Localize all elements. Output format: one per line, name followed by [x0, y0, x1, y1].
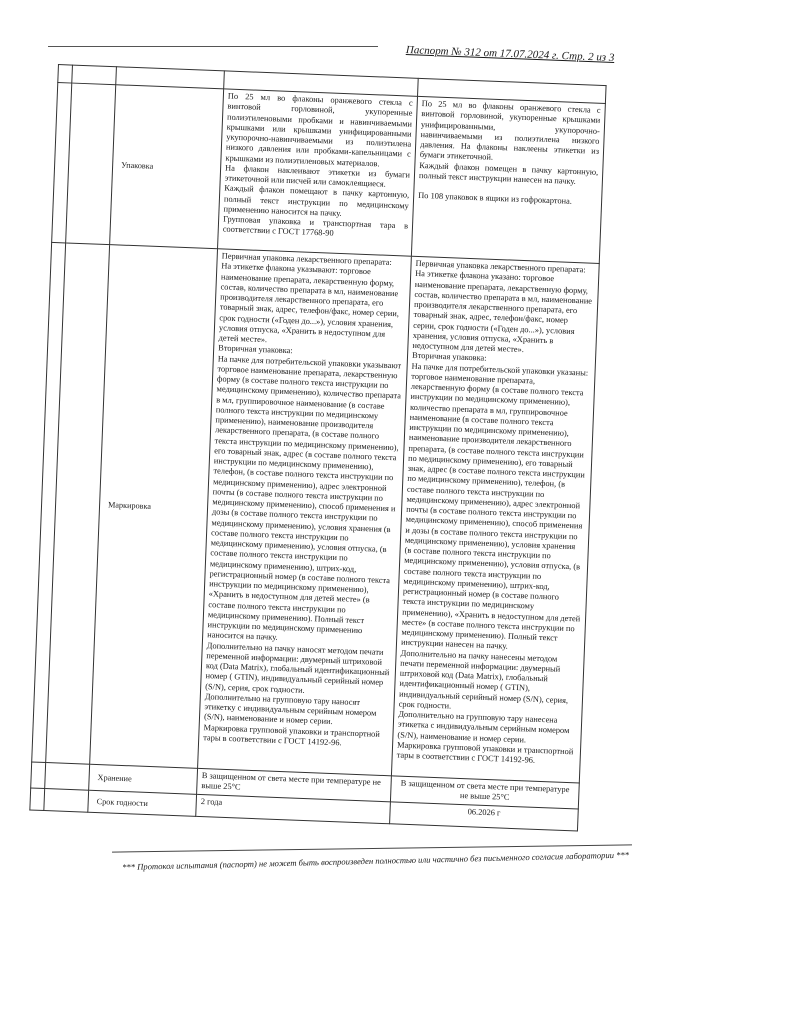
- table-cell: [45, 763, 90, 791]
- result-cell: 06.2026 г: [390, 802, 579, 831]
- requirement-cell: 2 года: [196, 794, 391, 823]
- row-label: Хранение: [89, 764, 198, 794]
- page-header: Паспорт № 312 от 17.07.2024 г. Стр. 2 из 3: [406, 43, 615, 64]
- spec-table-wrapper: [28, 64, 605, 854]
- table-row: [52, 83, 606, 264]
- table-cell: [44, 789, 89, 813]
- row-label: Упаковка: [110, 85, 224, 249]
- row-label: Маркировка: [90, 245, 218, 769]
- requirement-cell: По 25 мл во флаконы оранжевого стекла с винтовой горловиной, укупоренные полиэтиленовыми пробками и навинчиваемыми крышками или крышками унифицированными укупорочно-навинчиваемыми из полиэтилена низкого давления или пробками-капельницами с крышками из полиэтиленовых материалов. На флакон наклеивают этикетки из бумаги этикеточной или писчей или самоклеящиеся. Каждый флакон помещают в пачку картонную, полный текст инструкции по медицинскому применению наносится на пачку. Групповая упаковка и транспортная тара в соответствии с ГОСТ 17768-90: [218, 89, 418, 256]
- table-cell: [58, 65, 73, 84]
- row-label: Срок годности: [88, 790, 197, 816]
- footer-note: *** Протокол испытания (паспорт) не может быть воспроизведен полностью или частично без письменного согласия лаборатории ***: [122, 849, 630, 872]
- table-row: [32, 242, 600, 783]
- table-cell: [66, 83, 116, 245]
- requirement-cell: В защищенном от света месте при температуре не выше 25°С: [197, 768, 392, 801]
- result-cell: По 25 мл во флаконы оранжевого стекла с винтовой горловиной, укупоренные крышками унифицированными, укупорочно-навинчиваемыми из полиэтилена низкого давления. На флаконы наклеены этикетки из бумаги этикеточной. Каждый флакон помещен в пачку картонную, полный текст инструкции нанесен на пачку. По 108 упаковок в ящики из гофрокартона.: [411, 96, 605, 263]
- result-cell: Первичная упаковка лекарственного препарата: На этикетке флакона указано: торговое наименование препарата, лекарственную форму, состав, количество препарата в мл, наименование производителя лекарственного препарата, его товарный знак, адрес, телефон/факс, номер серии, срок годности («Годен до...»), условия хранения, условия отпуска, «Хранить в недоступном для детей месте». Вторичная упаковка: На пачке для потребительской упаковки указаны: торговое наименование препарата, лекарственную форму (в составе полного текста инструкции по медицинскому применению), количество препарата в мл, группировочное наименование (в составе полного текста инструкции по медицинскому применению), наименование производителя лекарственного препарата, (в составе полного текста инструкции по медицинскому применению), его товарный знак, адрес (в составе полного текста инструкции по медицинскому применению), телефон, (в составе полного текста инструкции по медицинскому применению), адрес электронной почты (в составе полного текста инструкции по медицинскому применению), способ применения и дозы (в составе полного текста инструкции по медицинскому применению), условия хранения (в составе полного текста инструкции по медицинскому применению), условия отпуска, (в составе полного текста инструкции по медицинскому применению), штрих-код, регистрационный номер (в составе полного текста инструкции по медицинскому применению), «Хранить в недоступном для детей месте» (в составе полного текста инструкции по медицинскому применению). Полный текст инструкции нанесен на пачку. Дополнительно на пачку нанесены методом печати переменной информации: двумерный штриховой код (Data Matrix), глобальный идентификационный номер ( GTIN), индивидуальный серийный номер (S/N), серия, срок годности. Дополнительно на групповую тару нанесена этикетка с индивидуальным серийным номером (S/N), наименование и номер серии. Маркировка групповой упаковки и транспортной тары в соответствии с ГОСТ 14192-96.: [391, 256, 599, 783]
- table-cell: [30, 788, 45, 811]
- table-cell: [31, 762, 46, 789]
- result-cell: В защищенном от света месте при температуре не выше 25°С: [390, 776, 579, 809]
- spec-table: [29, 64, 606, 832]
- requirement-cell: Первичная упаковка лекарственного препарата: На этикетке флакона указывают: торговое наименование препарата, лекарственную форму, состав, количество препарата в мл, наименование производителя лекарственного препарата, его товарный знак, адрес, телефон/факс, номер серии, срок годности («Годен до...»), условия хранения, условия отпуска, «Хранить в недоступном для детей месте». Вторичная упаковка: На пачке для потребительской упаковки указывают торговое наименование препарата, лекарственную форму (в составе полного текста инструкции по медицинскому применению), количество препарата в мл, группировочное наименование (в составе полного текста инструкции по медицинскому применению), наименование производителя лекарственного препарата, (в составе полного текста инструкции по медицинскому применению), его товарный знак, адрес (в составе полного текста инструкции по медицинскому применению), телефон, (в составе полного текста инструкции по медицинскому применению), адрес электронной почты (в составе полного текста инструкции по медицинскому применению), способ применения и дозы (в составе полного текста инструкции по медицинскому применению), условия хранения (в составе полного текста инструкции по медицинскому применению), условия отпуска, (в составе полного текста инструкции по медицинскому применению), штрих-код, регистрационный номер (в составе полного текста инструкции по медицинскому применению), «Хранить в недоступном для детей месте» (в составе полного текста инструкции по медицинскому применению). Полный текст инструкции по медицинскому применению наносится на пачку. Дополнительно на пачку наносят методом печати переменной информации: двумерный штриховой код (Data Matrix), глобальный идентификационный номер ( GTIN), индивидуальный серийный номер (S/N), серия, срок годности. Дополнительно на групповую тару наносят этикетку с индивидуальным серийным номером (S/N), наименование и номер серии. Маркировка групповой упаковки и транспортной тары в соответствии с ГОСТ 14192-96.: [198, 249, 412, 776]
- table-cell: [72, 65, 117, 85]
- top-rule: [48, 46, 378, 47]
